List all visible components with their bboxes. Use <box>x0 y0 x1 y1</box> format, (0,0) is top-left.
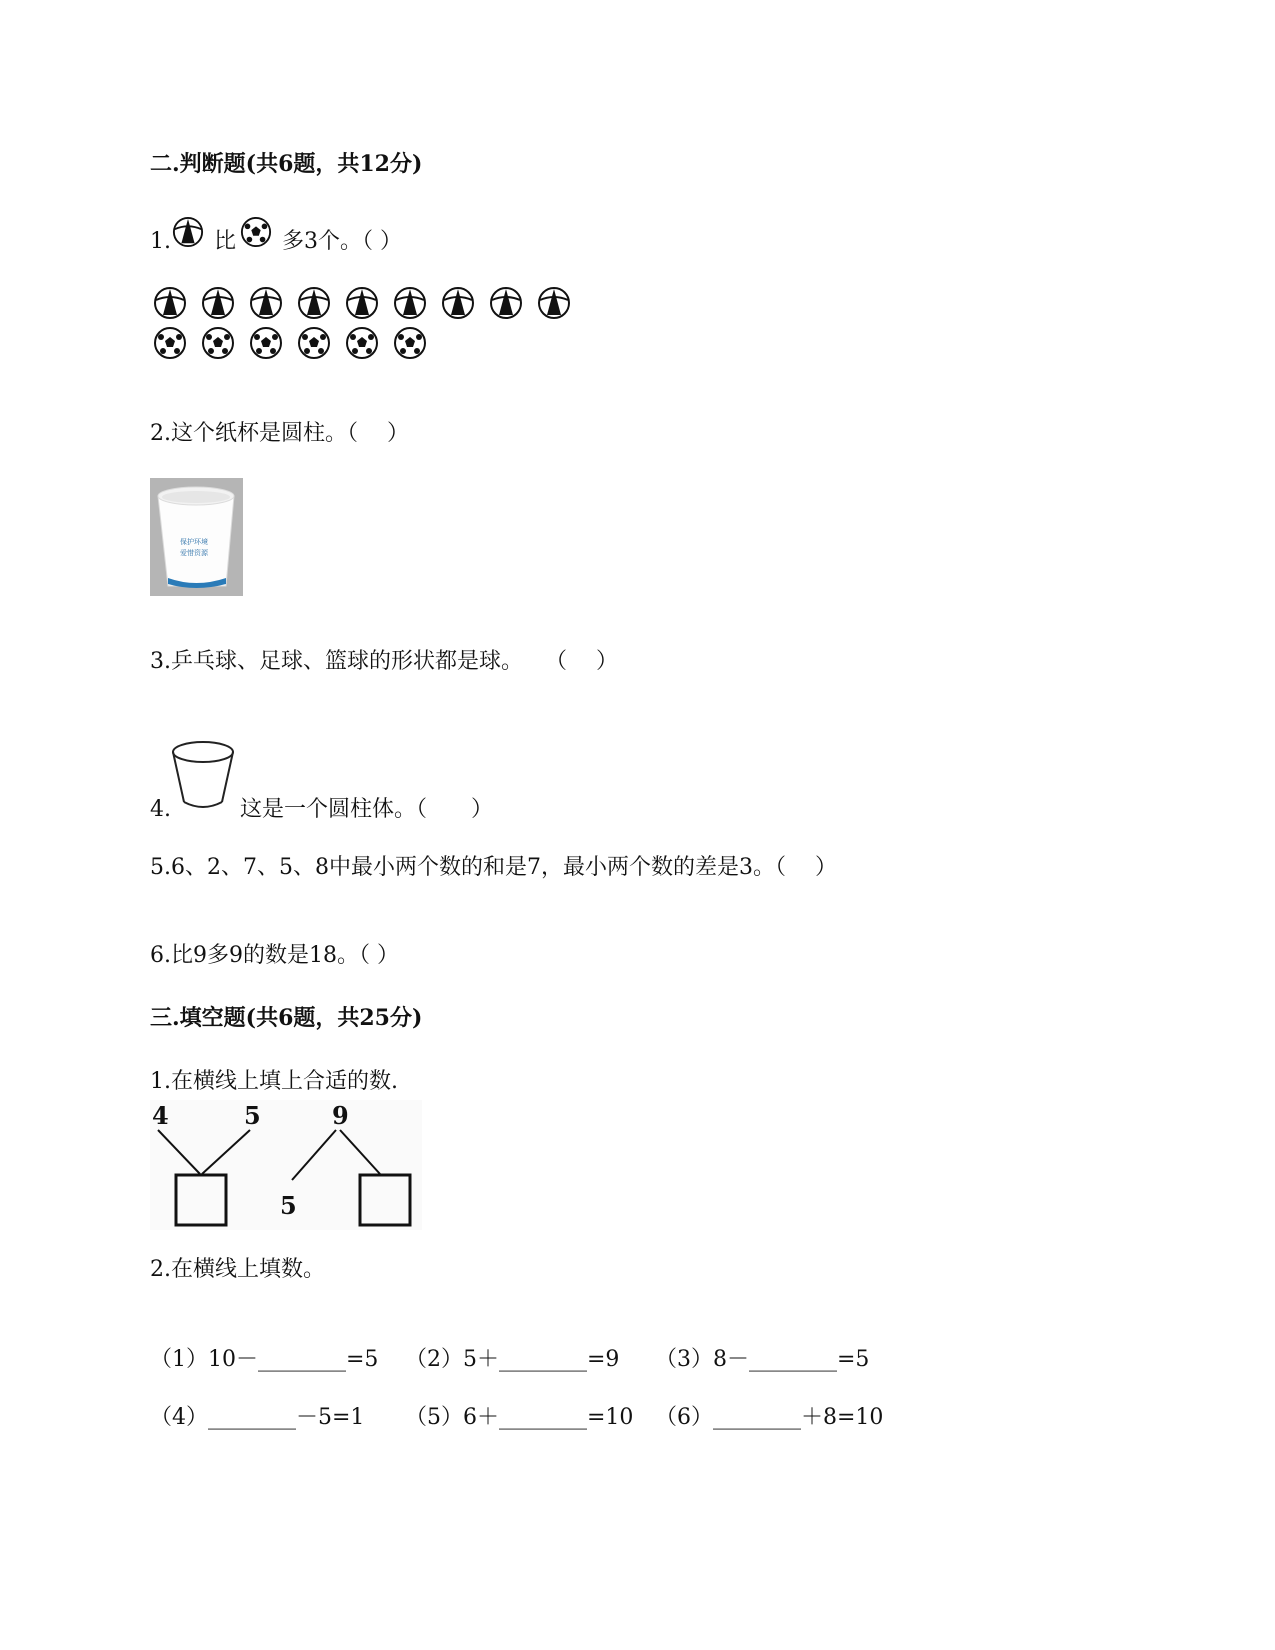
soccer-ball-icon <box>393 326 427 360</box>
question-6: 6.比9多9的数是18。（ ） <box>150 943 399 968</box>
q1-mid-text: 比 <box>214 229 237 254</box>
paper-cup-photo <box>150 478 243 596</box>
fill2-item-4[interactable]: （4）________－5=1 <box>150 1405 365 1430</box>
fill2-item-2[interactable]: （2）5＋________=9 <box>405 1347 620 1372</box>
fill-question-1: 1.在横线上填上合适的数. <box>150 1069 398 1094</box>
soccer-ball-icon <box>249 326 283 360</box>
fill2-row-1 <box>150 1346 869 1374</box>
volleyball-icon <box>393 286 427 320</box>
cup-print-line1: 保护环境 <box>180 538 208 546</box>
question-3: 3.乒乓球、足球、篮球的形状都是球。 （ ） <box>150 649 618 674</box>
volleyball-icon <box>153 286 187 320</box>
q4-text: 这是一个圆柱体。（ ） <box>240 797 494 822</box>
paper-cup-icon <box>150 478 243 596</box>
volleyball-icon <box>345 286 379 320</box>
fill2-item-3[interactable]: （3）8－________=5 <box>655 1347 870 1372</box>
fill2-row-2 <box>150 1404 883 1432</box>
soccer-ball-icon <box>201 326 235 360</box>
soccer-ball-icon <box>345 326 379 360</box>
fill2-item-6[interactable]: （6）________＋8=10 <box>655 1405 884 1430</box>
volleyball-icon <box>201 286 235 320</box>
volleyball-icon <box>172 216 204 248</box>
soccer-ball-row <box>153 326 427 360</box>
fill-question-2: 2.在横线上填数。 <box>150 1257 325 1282</box>
volleyball-icon <box>489 286 523 320</box>
question-5: 5.6、2、7、5、8中最小两个数的和是7，最小两个数的差是3。（ ） <box>150 855 837 880</box>
volleyball-row <box>153 286 571 320</box>
q4-number: 4. <box>150 797 171 822</box>
q1-end-text: 多3个。（ ） <box>282 229 402 254</box>
bond-left-top-a: 4 <box>152 1101 169 1130</box>
soccer-ball-icon <box>153 326 187 360</box>
bond-right-top: 9 <box>332 1101 349 1130</box>
section2-title: 二.判断题(共6题，共12分) <box>150 151 423 177</box>
volleyball-icon <box>249 286 283 320</box>
number-bond-diagram <box>150 1100 422 1230</box>
question-2: 2.这个纸杯是圆柱。（ ） <box>150 421 409 446</box>
bond-left-top-b: 5 <box>244 1101 261 1130</box>
bond-right-left: 5 <box>280 1191 297 1220</box>
volleyball-icon <box>297 286 331 320</box>
fill2-item-1[interactable]: （1）10－________=5 <box>150 1347 379 1372</box>
volleyball-icon <box>537 286 571 320</box>
q1-number: 1. <box>150 229 171 254</box>
soccer-ball-icon <box>240 216 272 248</box>
volleyball-icon <box>441 286 475 320</box>
fill2-item-5[interactable]: （5）6＋________=10 <box>405 1405 634 1430</box>
bucket-drawing-icon <box>170 740 236 814</box>
soccer-ball-icon <box>297 326 331 360</box>
cup-print-line2: 爱惜资源 <box>180 549 208 557</box>
section3-title: 三.填空题(共6题，共25分) <box>150 1005 423 1031</box>
